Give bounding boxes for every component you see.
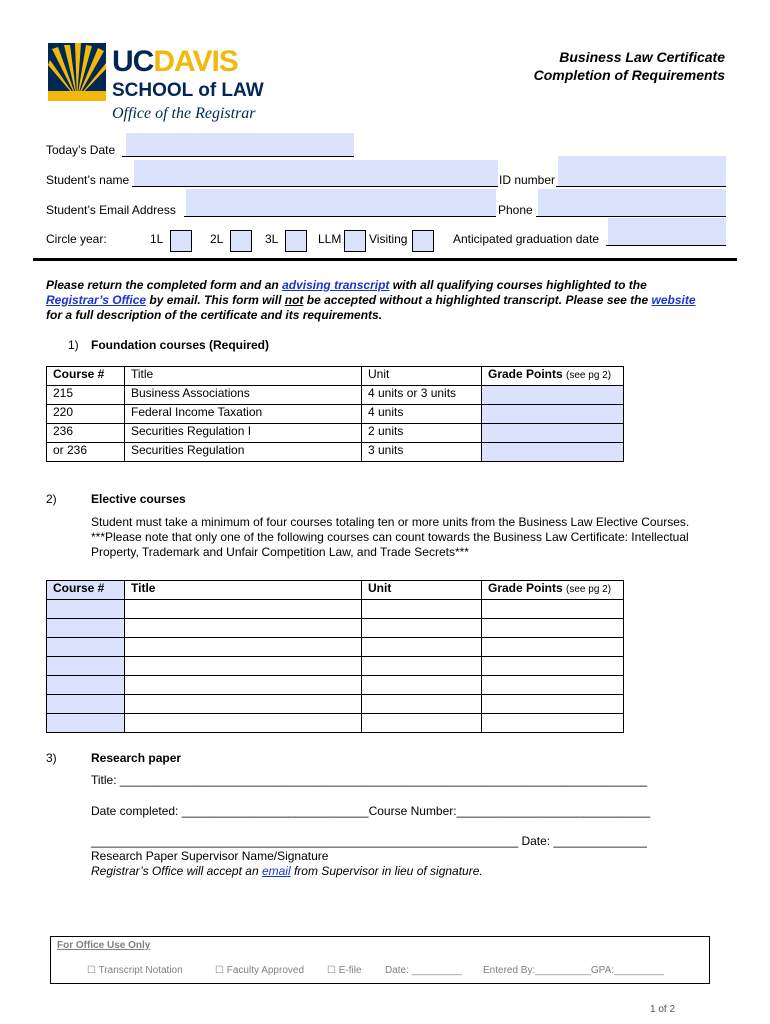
anticipated-field[interactable] [608,218,726,245]
advising-transcript-link[interactable]: advising transcript [282,278,390,292]
student-name-label: Student’s name [46,173,130,187]
grade-points-input[interactable] [482,405,624,424]
website-link[interactable]: website [651,293,696,307]
unit-input[interactable] [362,695,482,714]
table-row [47,638,624,657]
table-row: or 236 Securities Regulation 3 units [47,443,624,462]
email-label: Student’s Email Address [46,203,176,217]
unit-input[interactable] [362,638,482,657]
grade-points-input[interactable] [482,695,624,714]
logo-registrar: Office of the Registrar [112,105,256,122]
phone-label: Phone [498,203,533,217]
title-line-2: Completion of Requirements [533,67,725,83]
title-input[interactable] [125,619,362,638]
research-signature-label: Research Paper Supervisor Name/Signature [91,849,329,863]
course-input[interactable] [47,714,125,733]
office-use-label: For Office Use Only [57,940,151,951]
grade-points-input[interactable] [482,386,624,405]
course-input[interactable] [47,676,125,695]
title-input[interactable] [125,676,362,695]
section1-heading: Foundation courses (Required) [91,338,270,352]
form-title [534,48,725,84]
registrars-office-link[interactable]: Registrar’s Office [46,293,147,307]
year-2l-checkbox[interactable] [230,230,252,252]
grade-points-input[interactable] [482,619,624,638]
year-3l-label: 3L [265,232,279,246]
efile-checkbox[interactable]: ☐ E-file [327,965,362,976]
table-row: 236 Securities Regulation I 2 units [47,424,624,443]
table-row [47,600,624,619]
grade-points-input[interactable] [482,676,624,695]
title-input[interactable] [125,657,362,676]
section2-number: 2) [46,492,57,506]
section3-number: 3) [46,751,57,765]
research-title-line[interactable]: Title: _______________________________________________________________________________ [91,773,648,787]
grade-points-input[interactable] [482,657,624,676]
ucdavis-logo [48,43,288,131]
foundation-table [46,366,624,462]
table-row [47,676,624,695]
title-input[interactable] [125,600,362,619]
entered-by-field[interactable]: Entered By:__________GPA:_________ [483,965,665,976]
table-header-row: Course # Title Unit Grade Points (see pg 2) [47,581,624,600]
grade-points-input[interactable] [482,714,624,733]
page-number: 1 of 2 [650,1004,676,1015]
phone-field[interactable] [538,189,726,216]
unit-input[interactable] [362,676,482,695]
elective-table [46,580,624,733]
year-2l-label: 2L [210,232,224,246]
table-row [47,714,624,733]
year-1l-label: 1L [150,232,164,246]
unit-input[interactable] [362,619,482,638]
section1-number: 1) [68,338,79,352]
todays-date-label: Today’s Date [46,143,116,157]
year-3l-checkbox[interactable] [285,230,307,252]
grade-points-input[interactable] [482,638,624,657]
circle-year-label: Circle year: [46,232,107,246]
research-signature-line[interactable]: ________________________________________________________________ Date: ______________ [91,834,647,848]
title-input[interactable] [125,714,362,733]
title-input[interactable] [125,695,362,714]
title-line-1: Business Law Certificate [559,49,725,65]
research-note: Registrar’s Office will accept an email from Supervisor in lieu of signature. [91,864,483,878]
logo-school: SCHOOL of LAW [112,80,264,101]
table-row: 215 Business Associations 4 units or 3 units [47,386,624,405]
table-row [47,657,624,676]
instructions: Please return the completed form and an advising transcript with all qualifying courses highlighted to the Registrar’s Office by email. This form will not be accepted without a highlighted transcript. Please see the website for a full description of the certificate and its requirements. [46,278,696,322]
id-number-field[interactable] [558,156,726,187]
transcript-notation-checkbox[interactable]: ☐ Transcript Notation [87,965,183,976]
table-row: 220 Federal Income Taxation 4 units [47,405,624,424]
course-input[interactable] [47,695,125,714]
divider [33,258,737,261]
year-llm-checkbox[interactable] [344,230,366,252]
elective-text: Student must take a minimum of four courses totaling ten or more units from the Business Law Elective Courses. ***Please note that only one of the following courses can count towards the Business Law Certificate: Intellectual Property, Trademark and Unfair Competition Law, and Trade Secrets*** [91,515,690,559]
email-field[interactable] [186,189,496,216]
research-date-line[interactable]: Date completed: ____________________________Course Number:_____________________________ [91,804,651,818]
id-number-label: ID number [499,173,556,187]
unit-input[interactable] [362,657,482,676]
grade-points-input[interactable] [482,424,624,443]
office-use-box [50,936,710,984]
anticipated-label: Anticipated graduation date [453,232,600,246]
course-input[interactable] [47,619,125,638]
title-input[interactable] [125,638,362,657]
table-header-row: Course # Title Unit Grade Points (see pg 2) [47,367,624,386]
unit-input[interactable] [362,714,482,733]
course-input[interactable] [47,638,125,657]
year-llm-label: LLM [318,232,342,246]
email-link[interactable]: email [261,864,291,878]
office-date-field[interactable]: Date: _________ [385,965,462,976]
logo-uc: UCDAVIS [112,45,238,78]
course-input[interactable] [47,600,125,619]
course-input[interactable] [47,657,125,676]
table-row [47,695,624,714]
section2-heading: Elective courses [91,492,186,506]
todays-date-field[interactable] [126,133,354,157]
faculty-approved-checkbox[interactable]: ☐ Faculty Approved [215,965,305,976]
year-1l-checkbox[interactable] [170,230,192,252]
year-visiting-label: Visiting [369,232,408,246]
unit-input[interactable] [362,600,482,619]
sunburst-logo-icon [48,43,106,101]
student-name-field[interactable] [134,160,498,187]
table-row [47,619,624,638]
grade-points-input[interactable] [482,443,624,462]
section3-heading: Research paper [91,751,182,765]
year-visiting-checkbox[interactable] [412,230,434,252]
grade-points-input[interactable] [482,600,624,619]
